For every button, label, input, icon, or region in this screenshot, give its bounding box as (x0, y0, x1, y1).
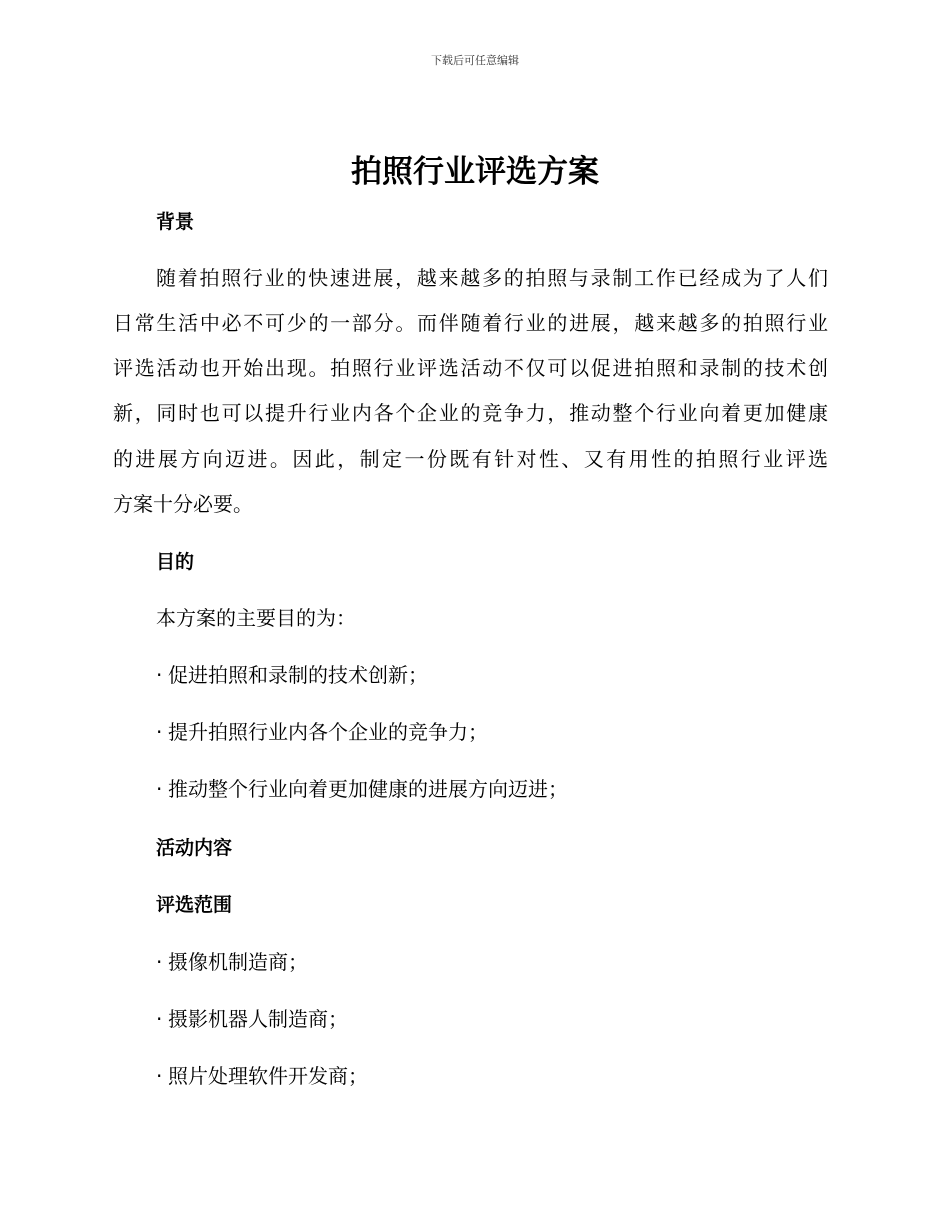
subsection-heading-scope: 评选范围 (156, 894, 233, 916)
bullet-icon: · (156, 1064, 163, 1088)
page-header-note: 下载后可任意编辑 (431, 54, 519, 67)
list-item (156, 774, 568, 804)
purpose-intro: 本方案的主要目的为： (156, 606, 356, 630)
bullet-icon: · (156, 950, 163, 974)
list-item-text: 推动整个行业向着更加健康的进展方向迈进； (168, 777, 568, 801)
document-title: 拍照行业评选方案 (351, 154, 599, 190)
bullet-icon: · (156, 1007, 163, 1031)
paragraph-line: 日常生活中必不可少的一部分。而伴随着行业的进展，越来越多的拍照行业 (113, 311, 828, 335)
paragraph-line: 的进展方向迈进。因此，制定一份既有针对性、又有用性的拍照行业评选 (113, 447, 828, 471)
paragraph-line-last: 方案十分必要。 (113, 492, 253, 516)
paragraph-line: 新，同时也可以提升行业内各个企业的竞争力，推动整个行业向着更加健康 (113, 401, 828, 425)
list-item (156, 947, 308, 977)
bullet-icon: · (156, 720, 163, 744)
paragraph-line: 随着拍照行业的快速进展，越来越多的拍照与录制工作已经成为了人们 (156, 266, 828, 290)
bullet-icon: · (156, 663, 163, 687)
section-heading-background: 背景 (156, 211, 195, 233)
list-item (156, 660, 428, 690)
list-item (156, 1061, 368, 1091)
list-item-text: 照片处理软件开发商； (168, 1064, 368, 1088)
section-heading-purpose: 目的 (156, 551, 195, 573)
list-item-text: 促进拍照和录制的技术创新； (168, 663, 428, 687)
list-item (156, 1004, 348, 1034)
bullet-icon: · (156, 777, 163, 801)
list-item-text: 摄影机器人制造商； (168, 1007, 348, 1031)
list-item-text: 摄像机制造商； (168, 950, 308, 974)
paragraph-line: 评选活动也开始出现。拍照行业评选活动不仅可以促进拍照和录制的技术创 (113, 356, 828, 380)
list-item-text: 提升拍照行业内各个企业的竞争力； (168, 720, 488, 744)
section-heading-activity: 活动内容 (156, 837, 233, 859)
list-item (156, 717, 488, 747)
